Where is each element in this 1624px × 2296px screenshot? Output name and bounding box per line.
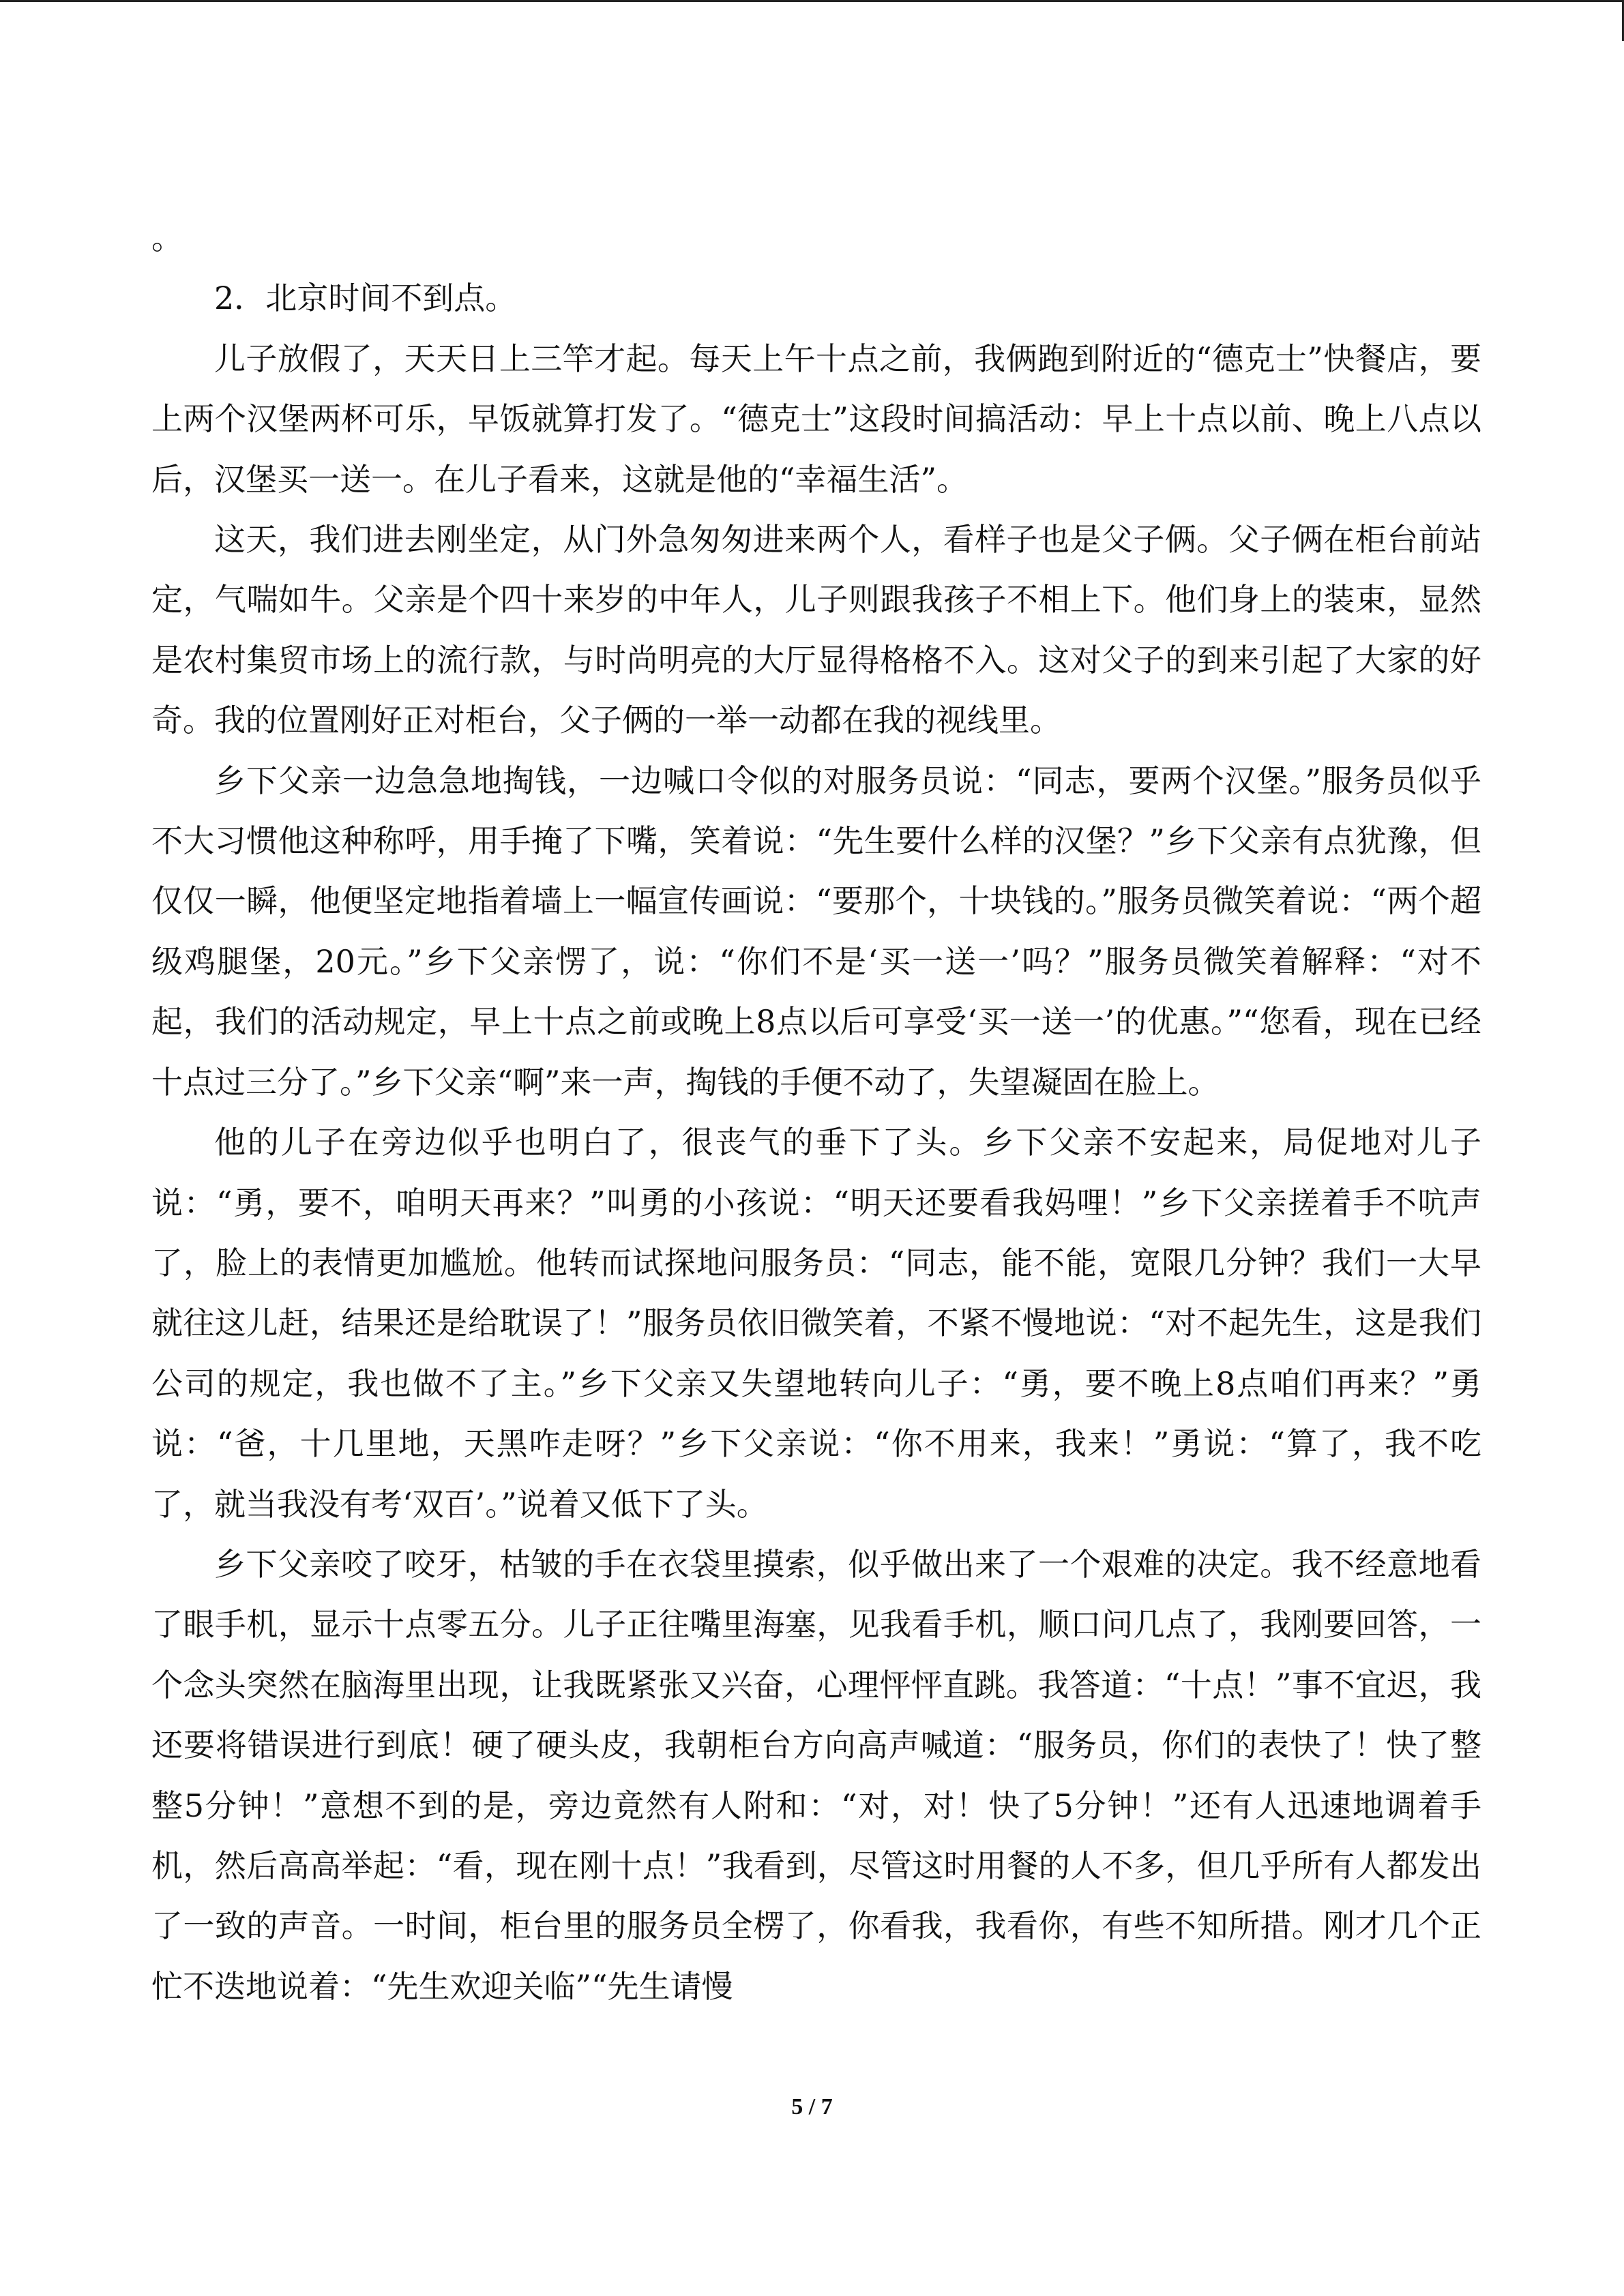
paragraph: 他的儿子在旁边似乎也明白了，很丧气的垂下了头。乡下父亲不安起来，局促地对儿子说：“勇，要不，咱明天再来？”叫勇的小孩说：“明天还要看我妈哩！”乡下父亲搓着手不吭声了，脸上的表情更加尴尬。他转而试探地问服务员：“同志，能不能，宽限几分钟？我们一大早就往这儿赶，结果还是给耽误了！”服务员依旧微笑着，不紧不慢地说：“对不起先生，这是我们公司的规定，我也做不了主。”乡下父亲又失望地转向儿子：“勇，要不晚上8点咱们再来？”勇说：“爸，十几里地，天黑咋走呀？”乡下父亲说：“你不用来，我来！”勇说：“算了，我不吃了，就当我没有考‘双百’。”说着又低下了头。 [151,1124,1481,1523]
paragraph: 儿子放假了，天天日上三竿才起。每天上午十点之前，我俩跑到附近的“德克士”快餐店，要上两个汉堡两杯可乐，早饭就算打发了。“德克士”这段时间搞活动：早上十点以前、晚上八点以后，汉堡买一送一。在儿子看来，这就是他的“幸福生活”。 [151,340,1481,498]
paragraph: 乡下父亲一边急急地掏钱，一边喊口令似的对服务员说：“同志，要两个汉堡。”服务员似乎不大习惯他这种称呼，用手掩了下嘴，笑着说：“先生要什么样的汉堡？”乡下父亲有点犹豫，但仅仅一瞬，他便坚定地指着墙上一幅宣传画说：“要那个，十块钱的。”服务员微笑着说：“两个超级鸡腿堡，20元。”乡下父亲愣了，说：“你们不是‘买一送一’吗？”服务员微笑着解释：“对不起，我们的活动规定，早上十点之前或晚上8点以后可享受‘买一送一’的优惠。”“您看，现在已经十点过三分了。”乡下父亲“啊”来一声，掏钱的手便不动了，失望凝固在脸上。 [151,762,1482,1101]
section-heading: 2．北京时间不到点。 [214,280,517,317]
paragraph: 乡下父亲咬了咬牙，枯皱的手在衣袋里摸索，似乎做出来了一个艰难的决定。我不经意地看了眼手机，显示十点零五分。儿子正往嘴里海塞，见我看手机，顺口问几点了，我刚要回答，一个念头突然在脑海里出现，让我既紧张又兴奋，心理怦怦直跳。我答道：“十点！”事不宜迟，我还要将错误进行到底！硬了硬头皮，我朝柜台方向高声喊道：“服务员，你们的表快了！快了整整5分钟！”意想不到的是，旁边竟然有人附和：“对，对！快了5分钟！”还有人迅速地调着手机，然后高高举起：“看，现在刚十点！”我看到，尽管这时用餐的人不多，但几乎所有人都发出了一致的声音。一时间，柜台里的服务员全楞了，你看我，我看你，有些不知所措。刚才几个正忙不迭地说着：“先生欢迎关临”“先生请慢 [151,1545,1481,2005]
paragraph-continuation: 。 [151,220,183,256]
top-border-line [0,0,1624,2]
article-body [151,208,1481,2016]
paragraph: 这天，我们进去刚坐定，从门外急匆匆进来两个人，看样子也是父子俩。父子俩在柜台前站定，气喘如牛。父亲是个四十来岁的中年人，儿子则跟我孩子不相上下。他们身上的装束，显然是农村集贸市场上的流行款，与时尚明亮的大厅显得格格不入。这对父子的到来引起了大家的好奇。我的位置刚好正对柜台，父子俩的一举一动都在我的视线里。 [151,521,1481,739]
page-number: 5 / 7 [791,2094,833,2119]
